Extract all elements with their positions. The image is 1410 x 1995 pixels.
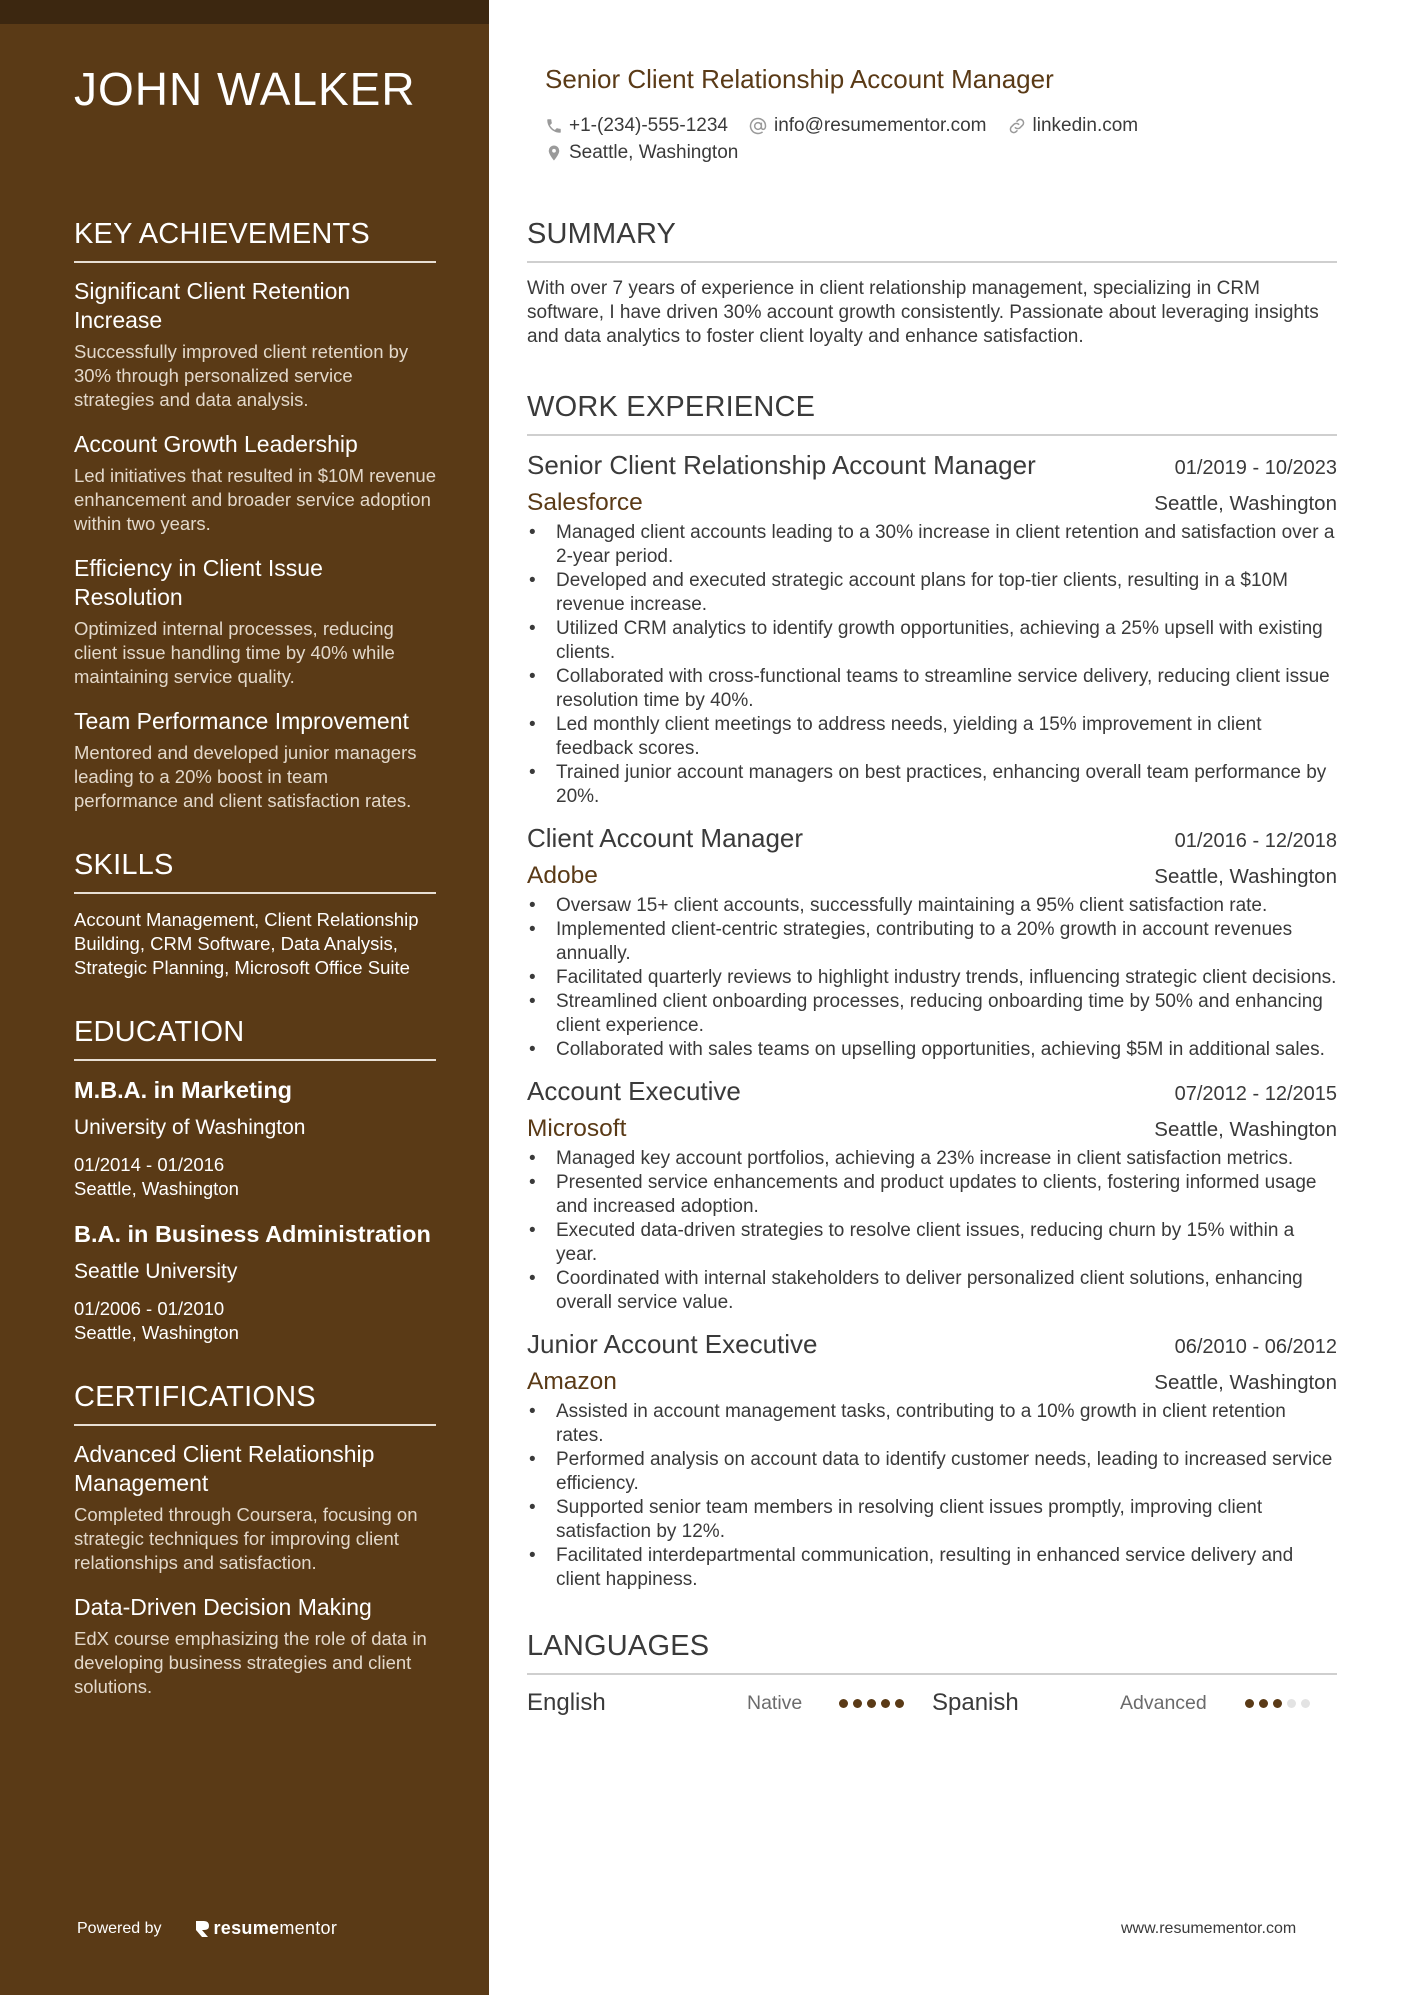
email-text: info@resumementor.com: [773, 114, 987, 136]
sidebar: [0, 0, 489, 1995]
rating-dot-filled: [853, 1699, 862, 1708]
job-dates: 01/2019 - 10/2023: [1174, 457, 1337, 479]
certification-title: Advanced Client Relationship Management: [74, 1441, 375, 1496]
certification-item: [74, 1440, 436, 1575]
skills-section: [74, 849, 436, 980]
achievement-desc: Led initiatives that resulted in $10M revenue enhancement and broader service adoption within two years.: [74, 465, 436, 534]
job-bullet: • Coordinated with internal stakeholders to deliver personalized client solutions, enhancing overall service value.: [527, 1267, 1337, 1315]
certification-title: Data-Driven Decision Making: [74, 1594, 372, 1620]
contact-info: [545, 112, 1245, 166]
job-bullet: • Developed and executed strategic account plans for top-tier clients, resulting in a $10M revenue increase.: [527, 569, 1337, 617]
skills-title: SKILLS: [74, 849, 436, 894]
education-meta: [74, 1297, 436, 1345]
job-bullet: • Collaborated with cross-functional teams to streamline service delivery, reducing client issue resolution time by 40%.: [527, 665, 1337, 713]
job-bullet: • Performed analysis on account data to identify customer needs, leading to increased service efficiency.: [527, 1448, 1337, 1496]
language-rating: [1245, 1699, 1315, 1708]
link-icon: [1007, 116, 1027, 136]
job-company: Microsoft: [527, 1115, 627, 1142]
job-bullet: • Facilitated interdepartmental communication, resulting in enhanced service delivery and client happiness.: [527, 1544, 1337, 1592]
education-degree: M.B.A. in Marketing: [74, 1077, 293, 1103]
language-name: Spanish: [932, 1689, 1019, 1716]
job-header: [527, 1076, 1337, 1107]
job-subheader: [527, 862, 1337, 890]
location-text: Seattle, Washington: [569, 141, 739, 163]
contact-row: [545, 139, 1245, 166]
language-rating: [839, 1699, 909, 1708]
rating-dot-filled: [1245, 1699, 1254, 1708]
job-bullet: • Streamlined client onboarding processes, reducing onboarding time by 50% and enhancing client experience.: [527, 990, 1337, 1038]
certification-item: [74, 1593, 436, 1699]
education-school: Seattle University: [74, 1260, 238, 1283]
rating-dot-empty: [1287, 1699, 1296, 1708]
achievement-item: [74, 707, 436, 813]
job-location: Seattle, Washington: [1154, 1118, 1337, 1141]
education-item: [74, 1219, 436, 1345]
job-bullet: • Led monthly client meetings to address needs, yielding a 15% improvement in client feedback scores.: [527, 713, 1337, 761]
certifications-section: [74, 1381, 436, 1699]
achievement-item: [74, 277, 436, 412]
education-dates: 01/2014 - 01/2016: [74, 1154, 225, 1175]
job-location: Seattle, Washington: [1154, 492, 1337, 515]
achievement-title: Team Performance Improvement: [74, 708, 409, 734]
skills-list: Account Management, Client Relationship Building, CRM Software, Data Analysis, Strategic Planning, Microsoft Office Suite: [74, 909, 419, 978]
job-subheader: [527, 1115, 1337, 1143]
job-location: Seattle, Washington: [1154, 865, 1337, 888]
job-company: Salesforce: [527, 489, 643, 516]
job-bullet: • Presented service enhancements and product updates to clients, fostering informed usage and increased adoption.: [527, 1171, 1337, 1219]
rating-dot-filled: [881, 1699, 890, 1708]
phone-text: +1-(234)-555-1234: [569, 114, 728, 136]
education-item: [74, 1075, 436, 1201]
job-subheader: [527, 489, 1337, 517]
education-section: [74, 1016, 436, 1345]
job-header: [527, 823, 1337, 854]
job-entry: [527, 1329, 1337, 1592]
contact-row: [545, 112, 1245, 139]
achievement-item: [74, 554, 436, 689]
contact-location: [545, 142, 738, 164]
contact-email[interactable]: [748, 115, 987, 137]
rating-dot-filled: [1259, 1699, 1268, 1708]
job-subheader: [527, 1368, 1337, 1396]
language-name: English: [527, 1689, 606, 1716]
job-bullets: [527, 521, 1337, 809]
job-location: Seattle, Washington: [1154, 1371, 1337, 1394]
rating-dot-filled: [839, 1699, 848, 1708]
language-level: Native: [747, 1691, 803, 1714]
headline: Senior Client Relationship Account Manager: [545, 64, 1054, 94]
footer-url[interactable]: www.resumementor.com: [1121, 1920, 1297, 1937]
job-bullet: • Facilitated quarterly reviews to highlight industry trends, influencing strategic client decisions.: [527, 966, 1337, 990]
brand-logo-icon: [194, 1919, 210, 1939]
phone-icon: [545, 117, 563, 135]
job-company: Adobe: [527, 862, 598, 889]
job-entry: [527, 450, 1337, 809]
language-level: Advanced: [1120, 1691, 1207, 1714]
language-item: [932, 1689, 1332, 1717]
job-bullet: • Supported senior team members in resolving client issues promptly, improving client satisfaction by 12%.: [527, 1496, 1337, 1544]
job-role: Junior Account Executive: [527, 1329, 818, 1359]
languages-title: LANGUAGES: [527, 1630, 1337, 1675]
education-meta: [74, 1153, 436, 1201]
education-dates: 01/2006 - 01/2010: [74, 1298, 225, 1319]
achievement-item: [74, 430, 436, 536]
education-location: Seattle, Washington: [74, 1322, 239, 1343]
job-bullet: • Managed client accounts leading to a 30% increase in client retention and satisfaction over a 2-year period.: [527, 521, 1337, 569]
location-pin-icon: [545, 143, 563, 163]
education-location: Seattle, Washington: [74, 1178, 239, 1199]
sidebar-top-band: [0, 0, 489, 24]
certification-desc: EdX course emphasizing the role of data in developing business strategies and client solutions.: [74, 1628, 427, 1697]
job-role: Senior Client Relationship Account Manager: [527, 450, 1036, 480]
rating-dot-filled: [1273, 1699, 1282, 1708]
job-bullet: • Trained junior account managers on best practices, enhancing overall team performance by 20%.: [527, 761, 1337, 809]
job-bullets: [527, 1400, 1337, 1592]
job-dates: 06/2010 - 06/2012: [1174, 1336, 1337, 1358]
education-title: EDUCATION: [74, 1016, 436, 1061]
job-bullet: • Executed data-driven strategies to resolve client issues, reducing churn by 15% within a year.: [527, 1219, 1337, 1267]
powered-by: [77, 1918, 337, 1939]
job-role: Client Account Manager: [527, 823, 804, 853]
achievement-desc: Successfully improved client retention by 30% through personalized service strategies and data analysis.: [74, 341, 409, 410]
achievement-title: Significant Client Retention Increase: [74, 278, 351, 333]
achievements-title: KEY ACHIEVEMENTS: [74, 218, 436, 263]
achievement-title: Efficiency in Client Issue Resolution: [74, 555, 323, 610]
rating-dot-filled: [867, 1699, 876, 1708]
job-entry: [527, 1076, 1337, 1315]
job-role: Account Executive: [527, 1076, 741, 1106]
linkedin-text: linkedin.com: [1032, 114, 1139, 136]
achievement-desc: Mentored and developed junior managers leading to a 20% boost in team performance and client satisfaction rates.: [74, 742, 417, 811]
contact-linkedin[interactable]: [1007, 115, 1139, 137]
contact-phone[interactable]: [545, 115, 728, 137]
job-dates: 07/2012 - 12/2015: [1174, 1083, 1337, 1105]
job-entry: [527, 823, 1337, 1062]
job-bullets: [527, 894, 1337, 1062]
achievement-title: Account Growth Leadership: [74, 431, 358, 457]
job-header: [527, 450, 1337, 481]
job-bullet: • Implemented client-centric strategies, contributing to a 20% growth in account revenues annually.: [527, 918, 1337, 966]
job-bullet: • Utilized CRM analytics to identify growth opportunities, achieving a 25% upsell with existing clients.: [527, 617, 1337, 665]
job-header: [527, 1329, 1337, 1360]
brand-logo[interactable]: [194, 1918, 338, 1939]
candidate-name: JOHN WALKER: [74, 63, 416, 115]
education-degree: B.A. in Business Administration: [74, 1221, 431, 1247]
at-icon: [748, 116, 768, 136]
sidebar-content: [74, 218, 436, 1735]
certifications-title: CERTIFICATIONS: [74, 1381, 436, 1426]
languages-list: [527, 1689, 1337, 1717]
job-dates: 01/2016 - 12/2018: [1174, 830, 1337, 852]
powered-by-label: Powered by: [77, 1919, 162, 1937]
job-bullet: • Managed key account portfolios, achieving a 23% increase in client satisfaction metrics.: [527, 1147, 1337, 1171]
certification-desc: Completed through Coursera, focusing on strategic techniques for improving client relationships and satisfaction.: [74, 1504, 418, 1573]
rating-dot-empty: [1301, 1699, 1310, 1708]
job-bullets: [527, 1147, 1337, 1315]
main-content: [527, 218, 1337, 1717]
language-item: [527, 1689, 932, 1717]
brand-logo-light: mentor: [279, 1918, 338, 1938]
job-bullet: • Oversaw 15+ client accounts, successfully maintaining a 95% client satisfaction rate.: [527, 894, 1337, 918]
brand-logo-bold: resume: [213, 1918, 280, 1938]
job-bullet: • Collaborated with sales teams on upselling opportunities, achieving $5M in additional sales.: [527, 1038, 1337, 1062]
education-school: University of Washington: [74, 1116, 306, 1139]
summary-title: SUMMARY: [527, 218, 1337, 263]
summary-text: With over 7 years of experience in client relationship management, specializing in CRM software, I have driven 30% account growth consistently. Passionate about leveraging insights and data analytics to foster client loyalty and enhance satisfaction.: [527, 278, 1319, 347]
achievements-section: [74, 218, 436, 813]
job-company: Amazon: [527, 1368, 617, 1395]
job-bullet: • Assisted in account management tasks, contributing to a 10% growth in client retention rates.: [527, 1400, 1337, 1448]
experience-title: WORK EXPERIENCE: [527, 391, 1337, 436]
achievement-desc: Optimized internal processes, reducing client issue handling time by 40% while maintaining service quality.: [74, 618, 395, 687]
rating-dot-filled: [895, 1699, 904, 1708]
